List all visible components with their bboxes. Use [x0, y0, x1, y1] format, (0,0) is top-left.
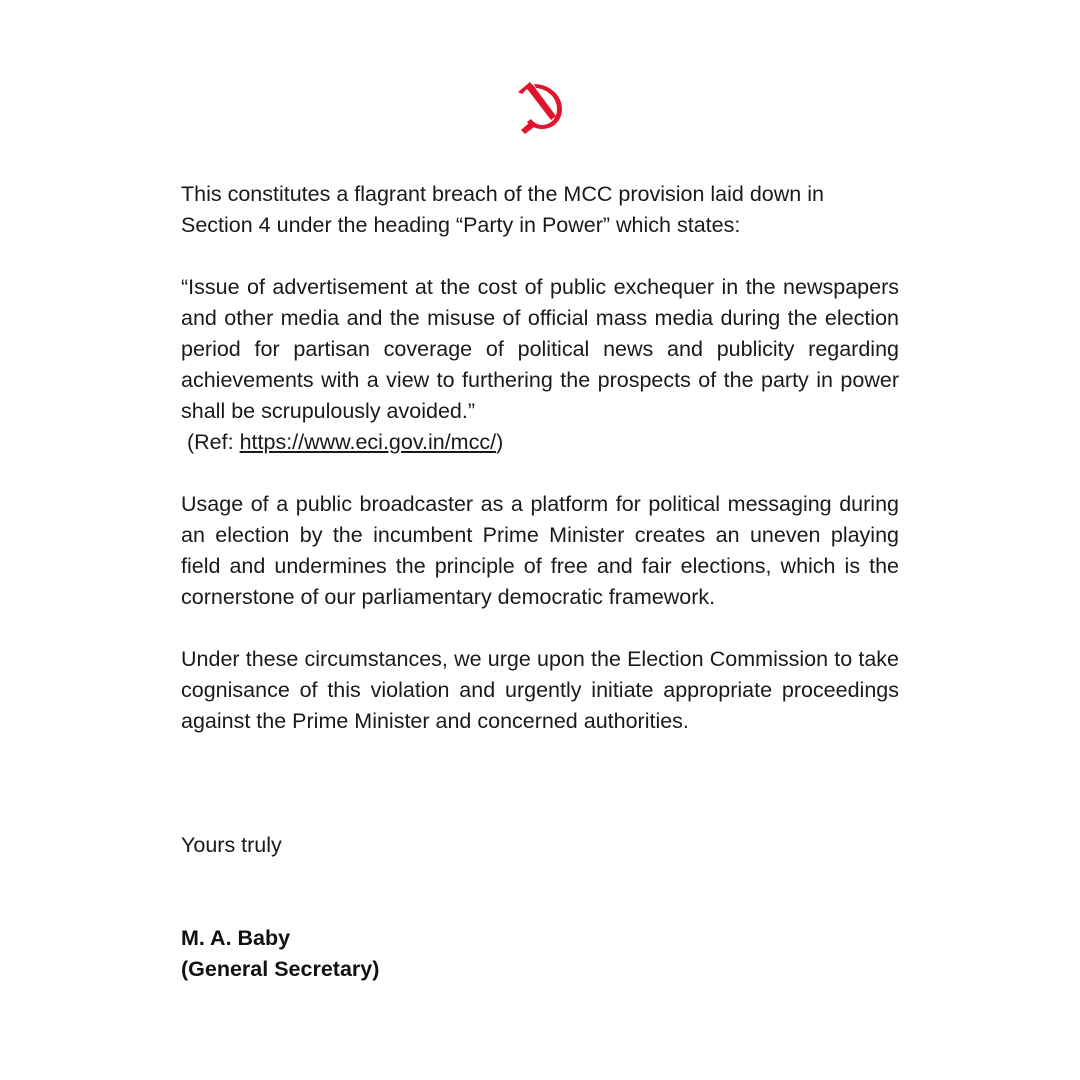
signatory-name: M. A. Baby [181, 926, 291, 950]
signature-block [181, 923, 379, 985]
letter-body [181, 179, 899, 737]
paragraph-breach: This constitutes a flagrant breach of the MCC provision laid down in Section 4 under the heading “Party in Power” which states: [181, 182, 824, 237]
paragraph-quote: “Issue of advertisement at the cost of public exchequer in the newspapers and other media and the misuse of official mass media during the election period for partisan coverage of political news and publicity regarding achievements with a view to furthering the prospects of the party in power shall be scrupulously avoided.” [181, 275, 899, 423]
signatory-title: (General Secretary) [181, 957, 380, 981]
closing: Yours truly [181, 833, 282, 857]
paragraph-broadcaster: Usage of a public broadcaster as a platform for political messaging during an election by the incumbent Prime Minister creates an uneven playing field and undermines the principle of free and fair elections, which is the cornerstone of our parliamentary democratic framework. [181, 492, 899, 609]
reference-suffix: ) [496, 430, 504, 454]
reference-prefix: (Ref: [187, 430, 240, 454]
reference-link[interactable]: https://www.eci.gov.in/mcc/ [239, 430, 497, 454]
reference-line [181, 427, 899, 458]
hammer-and-sickle-icon [512, 78, 570, 134]
paragraph-urge: Under these circumstances, we urge upon the Election Commission to take cognisance of this violation and urgently initiate appropriate proceedings against the Prime Minister and concerned authorities. [181, 647, 899, 733]
